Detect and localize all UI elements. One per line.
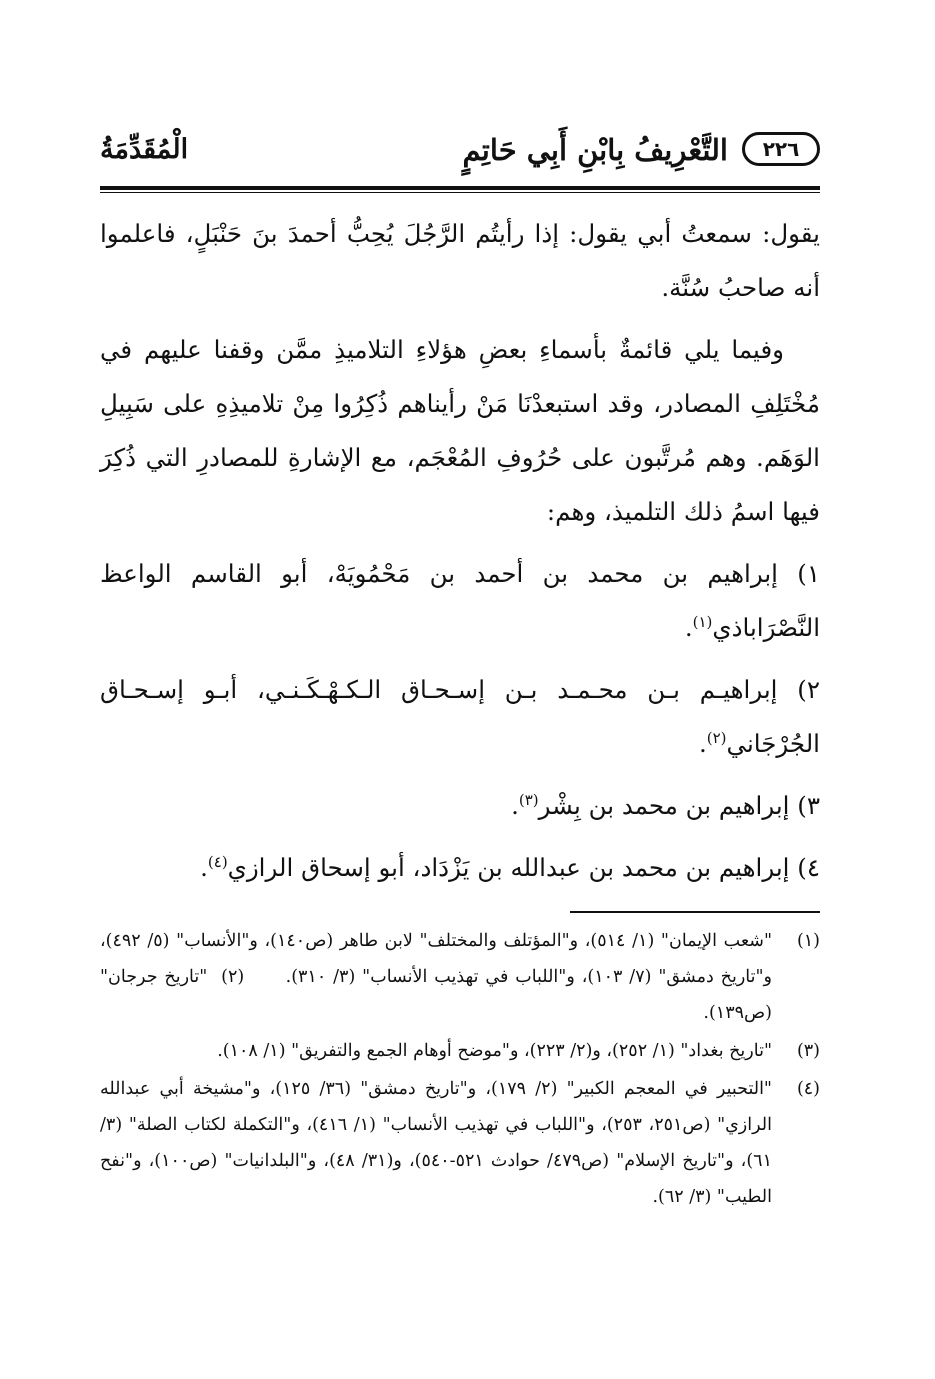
chapter-title: الْمُقَدِّمَةُ [100, 134, 189, 165]
list-item-text: ٢) إبراهيـم بـن محـمـد بـن إسـحـاق الـكـهْـكَـنـي، أبـو إسـحـاق الجُرْجَاني [100, 675, 820, 758]
book-title: التَّعْرِيفُ بِابْنِ أَبِي حَاتِمٍ [462, 133, 728, 167]
header-rule [100, 186, 820, 193]
running-header [100, 130, 820, 178]
list-item [100, 779, 820, 833]
footnote [94, 923, 820, 1031]
footnote-number: (١) [796, 931, 820, 951]
list-item [100, 663, 820, 771]
list-item [100, 841, 820, 895]
footnote-text: "التحبير في المعجم الكبير" (٢/ ١٧٩)، و"تاريخ دمشق" (٣٦/ ١٢٥)، و"مشيخة أبي عبدالله الرازي" (ص٢٥١، ٢٥٣)، و"اللباب في تهذيب الأنساب" (١/ ٤١٦)، و"التكملة لكتاب الصلة" (٣/ ٦١)، و"تاريخ الإسلام" (ص٤٧٩/ حوادث ٥٢١-٥٤٠)، و(٣١/ ٤٨)، و"البلدانيات" (ص١٠٠)، و"نفح الطيب" (٣/ ٦٢). [100, 1079, 772, 1207]
footnote-number: (٤) [796, 1079, 820, 1099]
footnote-ref[interactable]: (٣) [518, 790, 539, 809]
footnote [100, 1033, 820, 1069]
list-item-text: ١) إبراهيم بن محمد بن أحمد بن مَحْمُويَهْ، أبو القاسم الواعظ النَّصْرَاباذي [100, 559, 820, 642]
footnote-ref[interactable]: (٢) [706, 728, 727, 747]
footnote-text: "شعب الإيمان" (١/ ٥١٤)، و"المؤتلف والمختلف" لابن طاهر (ص١٤٠)، و"الأنساب" (٥/ ٤٩٢)، و"تاريخ دمشق" (٧/ ١٠٣)، و"اللباب في تهذيب الأنساب" (٣/ ٣١٠). (٢) "تاريخ جرجان" (ص١٣٩). [94, 931, 773, 1023]
footnote-ref[interactable]: (٤) [207, 852, 228, 871]
page-number-badge: ٢٢٦ [742, 132, 820, 166]
list-item-end: . [511, 791, 519, 820]
footnote-text: "تاريخ بغداد" (١/ ٢٥٢)، و(٢/ ٢٢٣)، و"موضح أوهام الجمع والتفريق" (١/ ١٠٨). [217, 1041, 772, 1061]
list-item-text: ٤) إبراهيم بن محمد بن عبدالله بن يَزْدَاد، أبو إسحاق الرازي [227, 853, 820, 882]
list-item-text: ٣) إبراهيم بن محمد بن بِشْر [538, 791, 820, 820]
footnotes [94, 923, 820, 1215]
footnote-rule [570, 911, 820, 913]
footnote [100, 1071, 820, 1215]
paragraph: وفيما يلي قائمةٌ بأسماءِ بعضِ هؤلاءِ التلاميذِ ممَّن وقفنا عليهم في مُخْتَلِفِ المصادر، وقد استبعدْنَا مَنْ رأيناهم ذُكِرُوا مِنْ تلاميذِهِ على سَبِيلِ الوَهَم. وهم مُرتَّبون على حُرُوفِ المُعْجَم، مع الإشارةِ للمصادرِ التي ذُكِرَ فيها اسمُ ذلك التلميذ، وهم: [100, 335, 820, 526]
footnote-number: (٣) [796, 1041, 820, 1061]
paragraph: يقول: سمعتُ أبي يقول: إذا رأيتُم الرَّجُلَ يُحِبُّ أحمدَ بنَ حَنْبَلٍ، فاعلموا أنه صاحبُ سُنَّة. [100, 219, 820, 302]
list-item-end: . [684, 613, 693, 642]
main-text [100, 207, 820, 895]
list-item [100, 547, 820, 655]
list-item-end: . [698, 729, 707, 758]
footnote-ref[interactable]: (١) [692, 612, 713, 631]
list-item-end: . [200, 853, 208, 882]
book-page [94, 130, 820, 1217]
